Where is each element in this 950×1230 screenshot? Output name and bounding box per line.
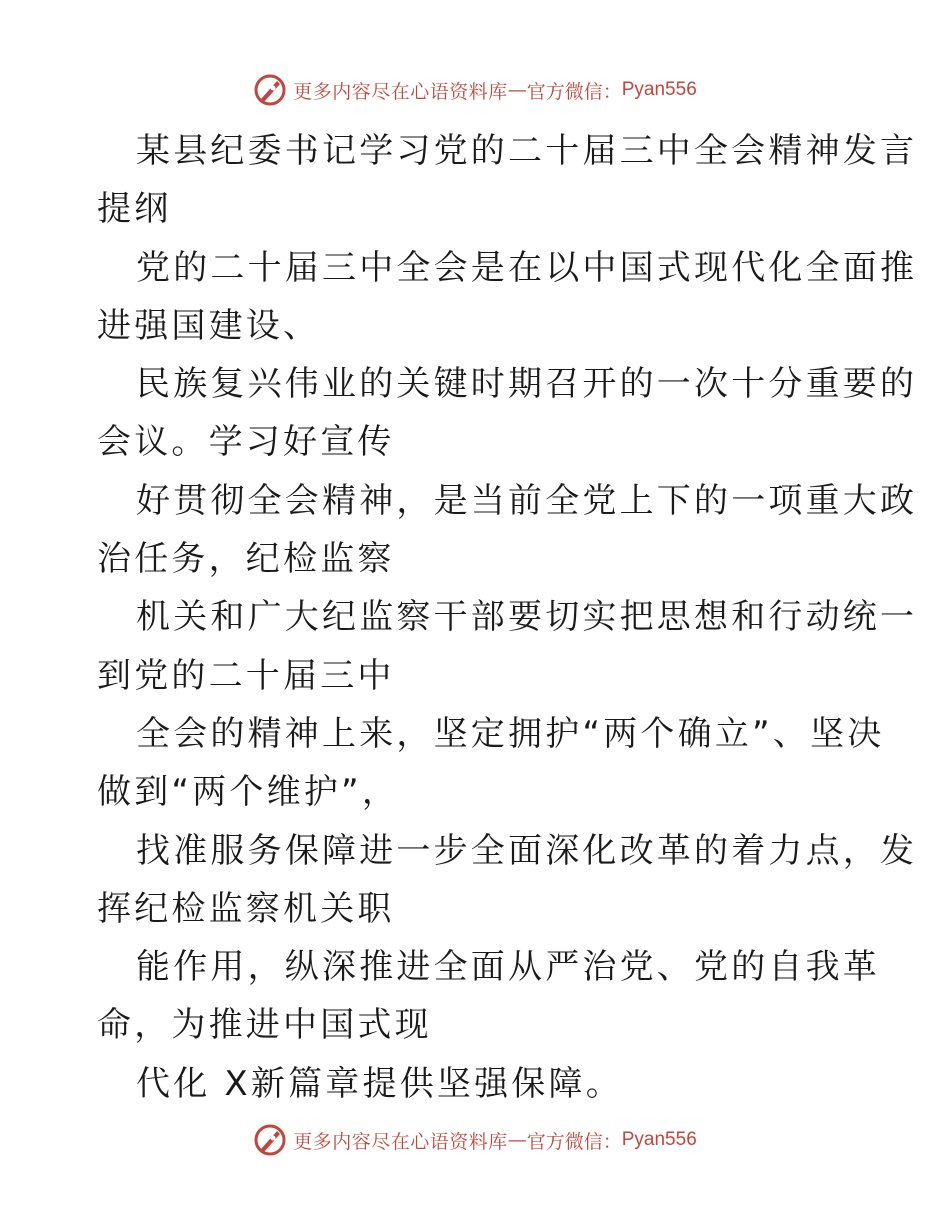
- paragraph-line: 到党的二十届三中: [97, 655, 395, 696]
- pen-nib-logo-icon: [253, 73, 287, 107]
- paragraph-line: 找准服务保障进一步全面深化改革的着力点，发: [136, 830, 918, 871]
- footer-banner: [0, 1120, 950, 1160]
- paragraph-line: 好贯彻全会精神，是当前全党上下的一项重大政: [136, 480, 918, 521]
- banner-wechat-id: Pyan556: [621, 79, 697, 100]
- header-banner: [0, 70, 950, 110]
- paragraph-line: 会议。学习好宣传: [97, 422, 395, 463]
- paragraph-line: 进强国建设、: [97, 305, 321, 346]
- banner-tagline: 更多内容尽在心语资料库: [293, 1130, 508, 1153]
- banner-wechat-id: Pyan556: [621, 1129, 697, 1150]
- paragraph-line: 党的二十届三中全会是在以中国式现代化全面推: [136, 247, 918, 288]
- document-body: [97, 122, 918, 1113]
- doc-title-line-1: 某县纪委书记学习党的二十届三中全会精神发言: [136, 131, 918, 171]
- pen-nib-logo-icon: [253, 1123, 287, 1157]
- paragraph-line: 民族复兴伟业的关键时期召开的一次十分重要的: [136, 364, 918, 405]
- paragraph-line: 治任务，纪检监察: [97, 539, 395, 580]
- banner-separator: —: [507, 1129, 527, 1151]
- paragraph-line: 代化 X新篇章提供坚强保障。: [136, 1063, 623, 1104]
- paragraph-line: 做到“两个维护”，: [97, 772, 400, 813]
- doc-title-line-2: 提纲: [97, 189, 172, 230]
- paragraph-line: 命，为推进中国式现: [97, 1005, 432, 1046]
- banner-separator: —: [507, 79, 527, 101]
- paragraph-line: 机关和广大纪监察干部要切实把思想和行动统一: [136, 597, 918, 638]
- paragraph-line: 全会的精神上来，坚定拥护“两个确立”、坚决: [136, 713, 885, 754]
- banner-tagline: 更多内容尽在心语资料库: [293, 80, 508, 103]
- paragraph-line: 挥纪检监察机关职: [97, 888, 395, 929]
- banner-wechat-label: 官方微信：: [526, 1130, 622, 1153]
- banner-wechat-label: 官方微信：: [526, 80, 622, 103]
- paragraph-line: 能作用，纵深推进全面从严治党、党的自我革: [136, 947, 880, 988]
